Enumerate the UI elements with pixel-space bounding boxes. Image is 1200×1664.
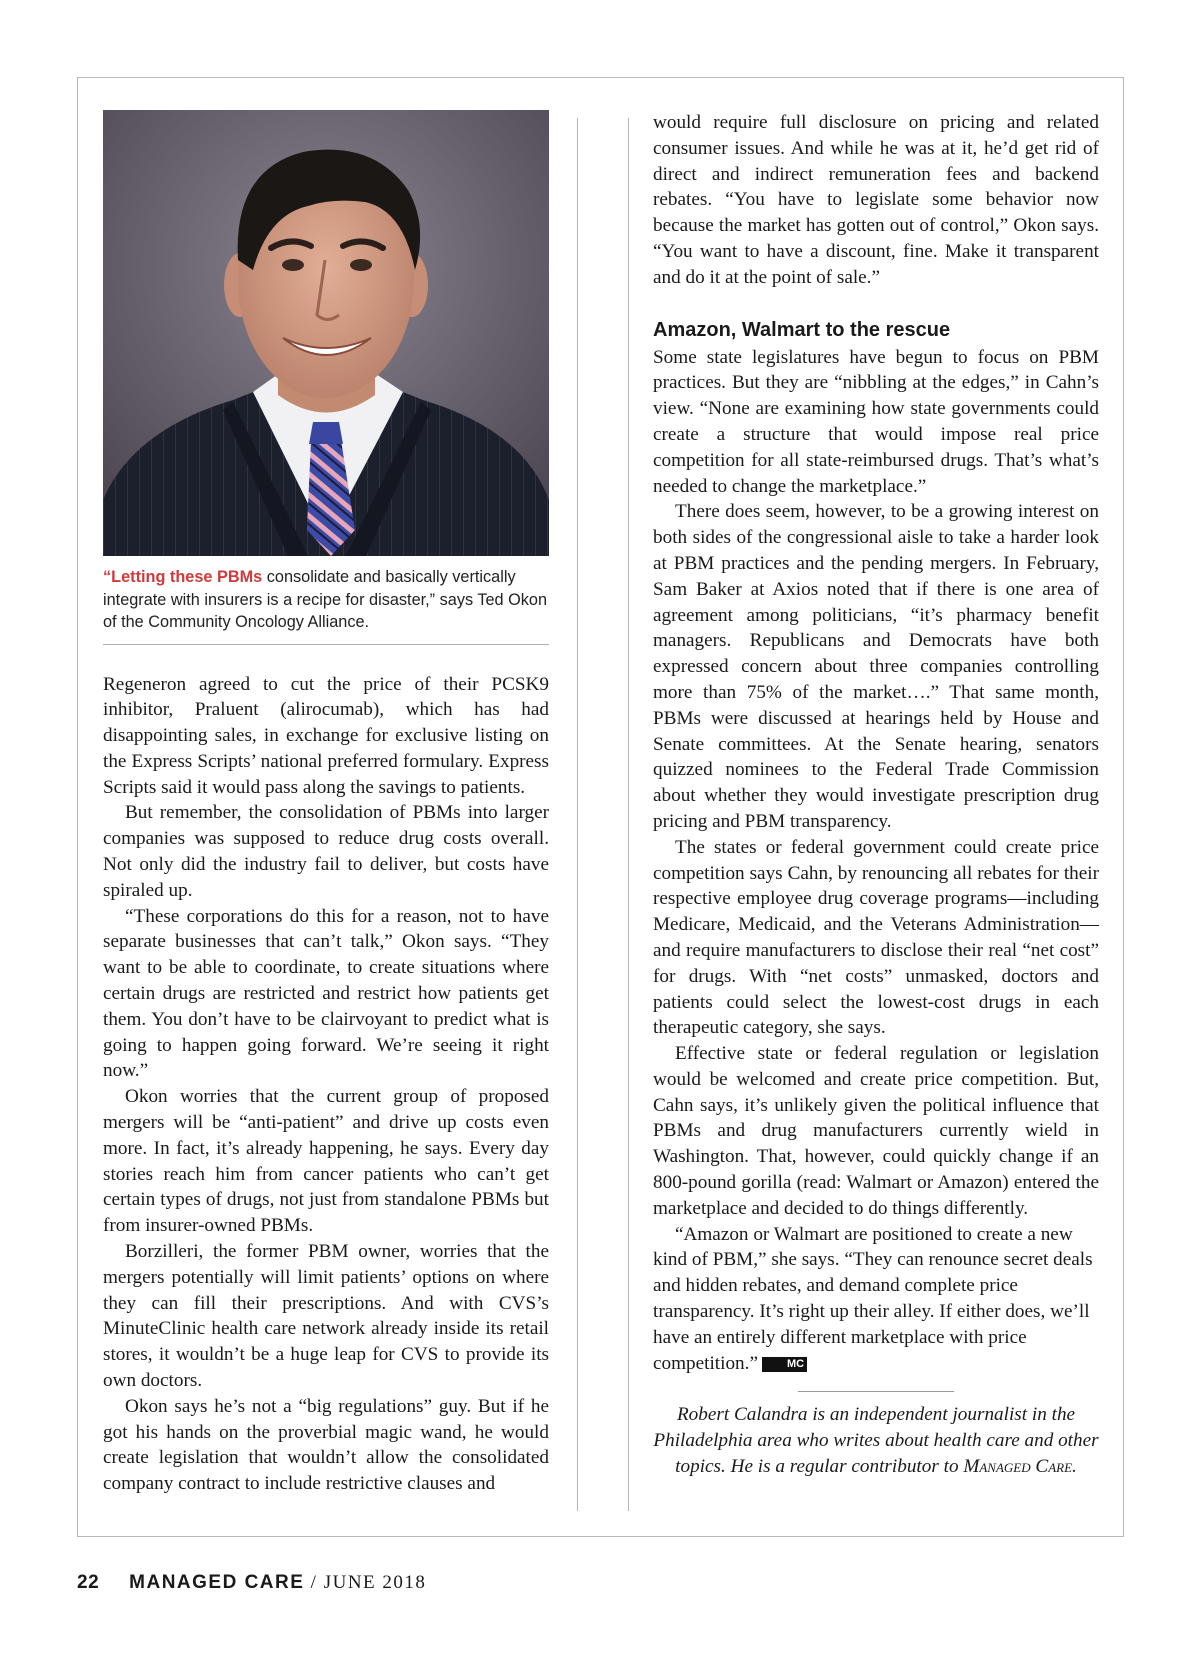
paragraph: But remember, the consolidation of PBMs into larger companies was supposed to reduce drug costs overall. Not only did the industry fail to deliver, but costs have spiraled up. [103, 802, 549, 901]
column-divider-left [577, 118, 578, 1511]
page-footer [77, 1572, 426, 1594]
author-bio [653, 1402, 1099, 1479]
bio-magazine: Managed Care. [963, 1456, 1077, 1478]
paragraph: The states or federal government could create price competition says Cahn, by renouncing all rebates for their respective employee drug coverage programs—including Medicare, Medicaid, and the Veterans Administration—and require manufacturers to disclose their real “net cost” for drugs. With “net costs” unmasked, doctors and patients could select the lowest-cost drugs in each therapeutic category, she says. [653, 836, 1099, 1039]
page-number: 22 [77, 1572, 100, 1593]
section-subhead: Amazon, Walmart to the rescue [653, 318, 951, 341]
paragraph: There does seem, however, to be a growing interest on both sides of the congressional aisle to take a harder look at PBM practices and the pending mergers. In February, Sam Baker at Axios noted that if there is one area of agreement among politicians, “it’s pharmacy benefit managers. Republicans and Democrats have both expressed concern about three companies controlling more than 75% of the market….” That same month, PBMs were discussed at hearings held by House and Senate committees. At the Senate hearing, senators quizzed nominees to the Federal Trade Commission about whether they would investigate prescription drug pricing and PBM transparency. [653, 501, 1099, 832]
final-paragraph-text: “Amazon or Walmart are positioned to create a new kind of PBM,” she says. “They can renounce secret deals and hidden rebates, and demand complete price transparency. It’s right up their alley. If either does, we’ll have an entirely different marketplace with price competition.” [653, 1223, 1093, 1374]
paragraph: Some state legislatures have begun to focus on PBM practices. But they are “nibbling at the edges,” in Cahn’s view. “None are examining how state governments could create a structure that would impose real price competition for all state-reimbursed drugs. That’s what’s needed to change the marketplace.” [653, 346, 1099, 497]
paragraph: “These corporations do this for a reason, not to have separate businesses that can’t talk,” Okon says. “They want to be able to coordinate, to create situations where certain drugs are restricted and restrict how patients get them. You don’t have to be clairvoyant to predict what is going to happen going forward. We’re seeing it right now.” [103, 905, 549, 1082]
portrait-photo [103, 110, 549, 556]
paragraph: Okon says he’s not a “big regulations” guy. But if he got his hands on the proverbial magic wand, he would create legislation that wouldn’t allow the consolidated company contract to include restrictive clauses and [103, 1395, 549, 1495]
left-body-text [103, 672, 549, 1498]
portrait-illustration [103, 110, 549, 556]
paragraph: Okon worries that the current group of proposed mergers will be “anti-patient” and drive up costs even more. In fact, it’s already happening, he says. Every day stories reach him from cancer patients who can’t get certain types of drugs, not just from standalone PBMs but from insurer-owned PBMs. [103, 1086, 549, 1237]
footer-date: JUNE 2018 [323, 1572, 427, 1593]
photo-caption [103, 566, 549, 645]
caption-highlight: “Letting these PBMs [103, 568, 263, 586]
column-divider-right [628, 118, 629, 1511]
right-section-text [653, 345, 1099, 1377]
left-column [103, 110, 549, 1497]
paragraph: would require full disclosure on pricing and related consumer issues. And while he was at it, he’d get rid of direct and indirect remuneration fees and backend rebates. “You have to legislate some behavior now because the market has gotten out of control,” Okon says. “You want to have a discount, fine. Make it transparent and do it at the point of sale.” [653, 112, 1099, 288]
footer-separator: / [304, 1572, 324, 1593]
bio-divider [798, 1391, 954, 1392]
caption-text: consolidate and basically vertically integrate with insurers is a recipe for disaster,” says Ted Okon of the Community Oncology Alliance. [103, 568, 548, 631]
paragraph: Regeneron agreed to cut the price of their PCSK9 inhibitor, Praluent (alirocumab), which has had disappointing sales, in exchange for exclusive listing on the Express Scripts’ national preferred formulary. Express Scripts said it would pass along the savings to patients. [103, 673, 549, 798]
right-body-text [653, 110, 1099, 291]
end-mark: MC [762, 1357, 807, 1372]
author-bio-text: Robert Calandra is an independent journalist in the Philadelphia area who writes about health care and other topics. He is a regular contributor to [653, 1404, 1099, 1478]
right-column [653, 110, 1099, 1480]
footer-magazine: MANAGED CARE [129, 1572, 305, 1593]
paragraph [653, 1222, 1099, 1377]
paragraph: Effective state or federal regulation or legislation would be welcomed and create price competition. But, Cahn says, it’s unlikely given the political influence that PBMs and drug manufacturers currently wield in Washington. That, however, could quickly change if an 800-pound gorilla (read: Walmart or Amazon) entered the marketplace and decided to do things differently. [653, 1043, 1099, 1219]
paragraph: Borzilleri, the former PBM owner, worries that the mergers potentially will limit patients’ options on where they can fill their prescriptions. And with CVS’s MinuteClinic health care network already inside its retail stores, it wouldn’t be a huge leap for CVS to provide its own doctors. [103, 1241, 549, 1392]
